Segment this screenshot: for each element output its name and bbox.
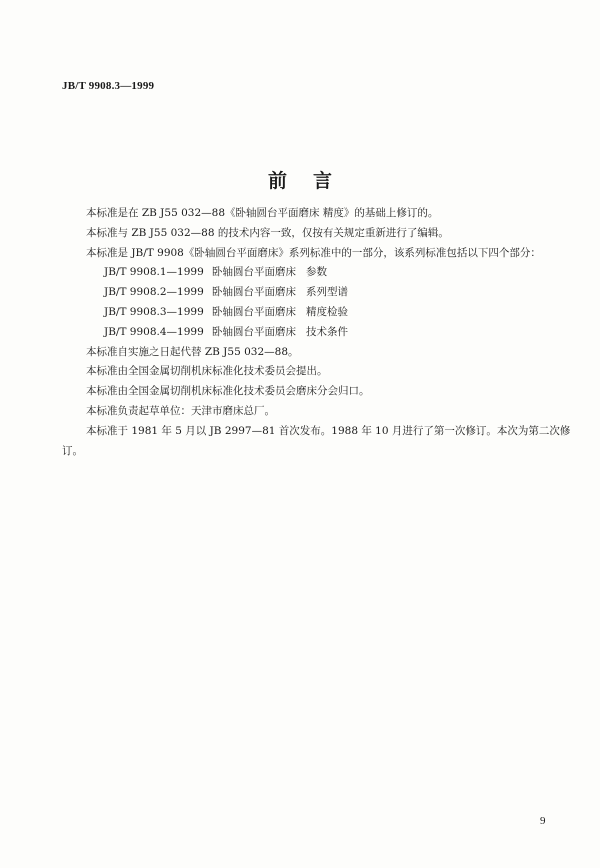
paragraph: 本标准负责起草单位：天津市磨床总厂。 [86,404,275,417]
paragraph: 本标准与 ZB J55 032—88 的技术内容一致，仅按有关规定重新进行了编辑。 [86,226,449,239]
paragraph: 本标准是 JB/T 9908《卧轴圆台平面磨床》系列标准中的一部分，该系列标准包括以下四个部分： [86,246,541,259]
part-code: JB/T 9908.1—1999 [104,266,204,279]
paragraph: 本标准由全国金属切削机床标准化技术委员会提出。 [86,365,328,378]
part-code: JB/T 9908.4—1999 [104,325,204,338]
list-item [62,283,582,303]
list-item [62,323,582,343]
part-topic: 系列型谱 [306,286,348,299]
page-title: 前言 [267,170,358,192]
paragraph: 本标准自实施之日起代替 ZB J55 032—88。 [86,345,299,358]
list-item [62,303,582,323]
paragraph: 本标准由全国金属切削机床标准化技术委员会磨床分会归口。 [86,385,370,398]
paragraph: 本标准是在 ZB J55 032—88《卧轴圆台平面磨床 精度》的基础上修订的。 [86,207,439,219]
part-topic: 参数 [306,266,327,279]
paragraph: 本标准于 1981 年 5 月以 JB 2997—81 首次发布。1988 年 10 月进行了第一次修订。本次为第二次修订。 [62,424,571,457]
part-name: 卧轴圆台平面磨床 [212,286,296,299]
part-code: JB/T 9908.2—1999 [104,286,204,299]
standard-parts-list [62,263,582,342]
part-code: JB/T 9908.3—1999 [104,305,204,318]
part-name: 卧轴圆台平面磨床 [212,305,296,318]
part-topic: 技术条件 [306,325,348,338]
part-name: 卧轴圆台平面磨床 [212,266,296,279]
part-topic: 精度检验 [306,305,348,318]
standard-number: JB/T 9908.3—1999 [62,80,155,92]
list-item [62,263,582,283]
part-name: 卧轴圆台平面磨床 [212,325,296,338]
foreword-body [62,204,582,461]
page-number: 9 [540,815,546,827]
